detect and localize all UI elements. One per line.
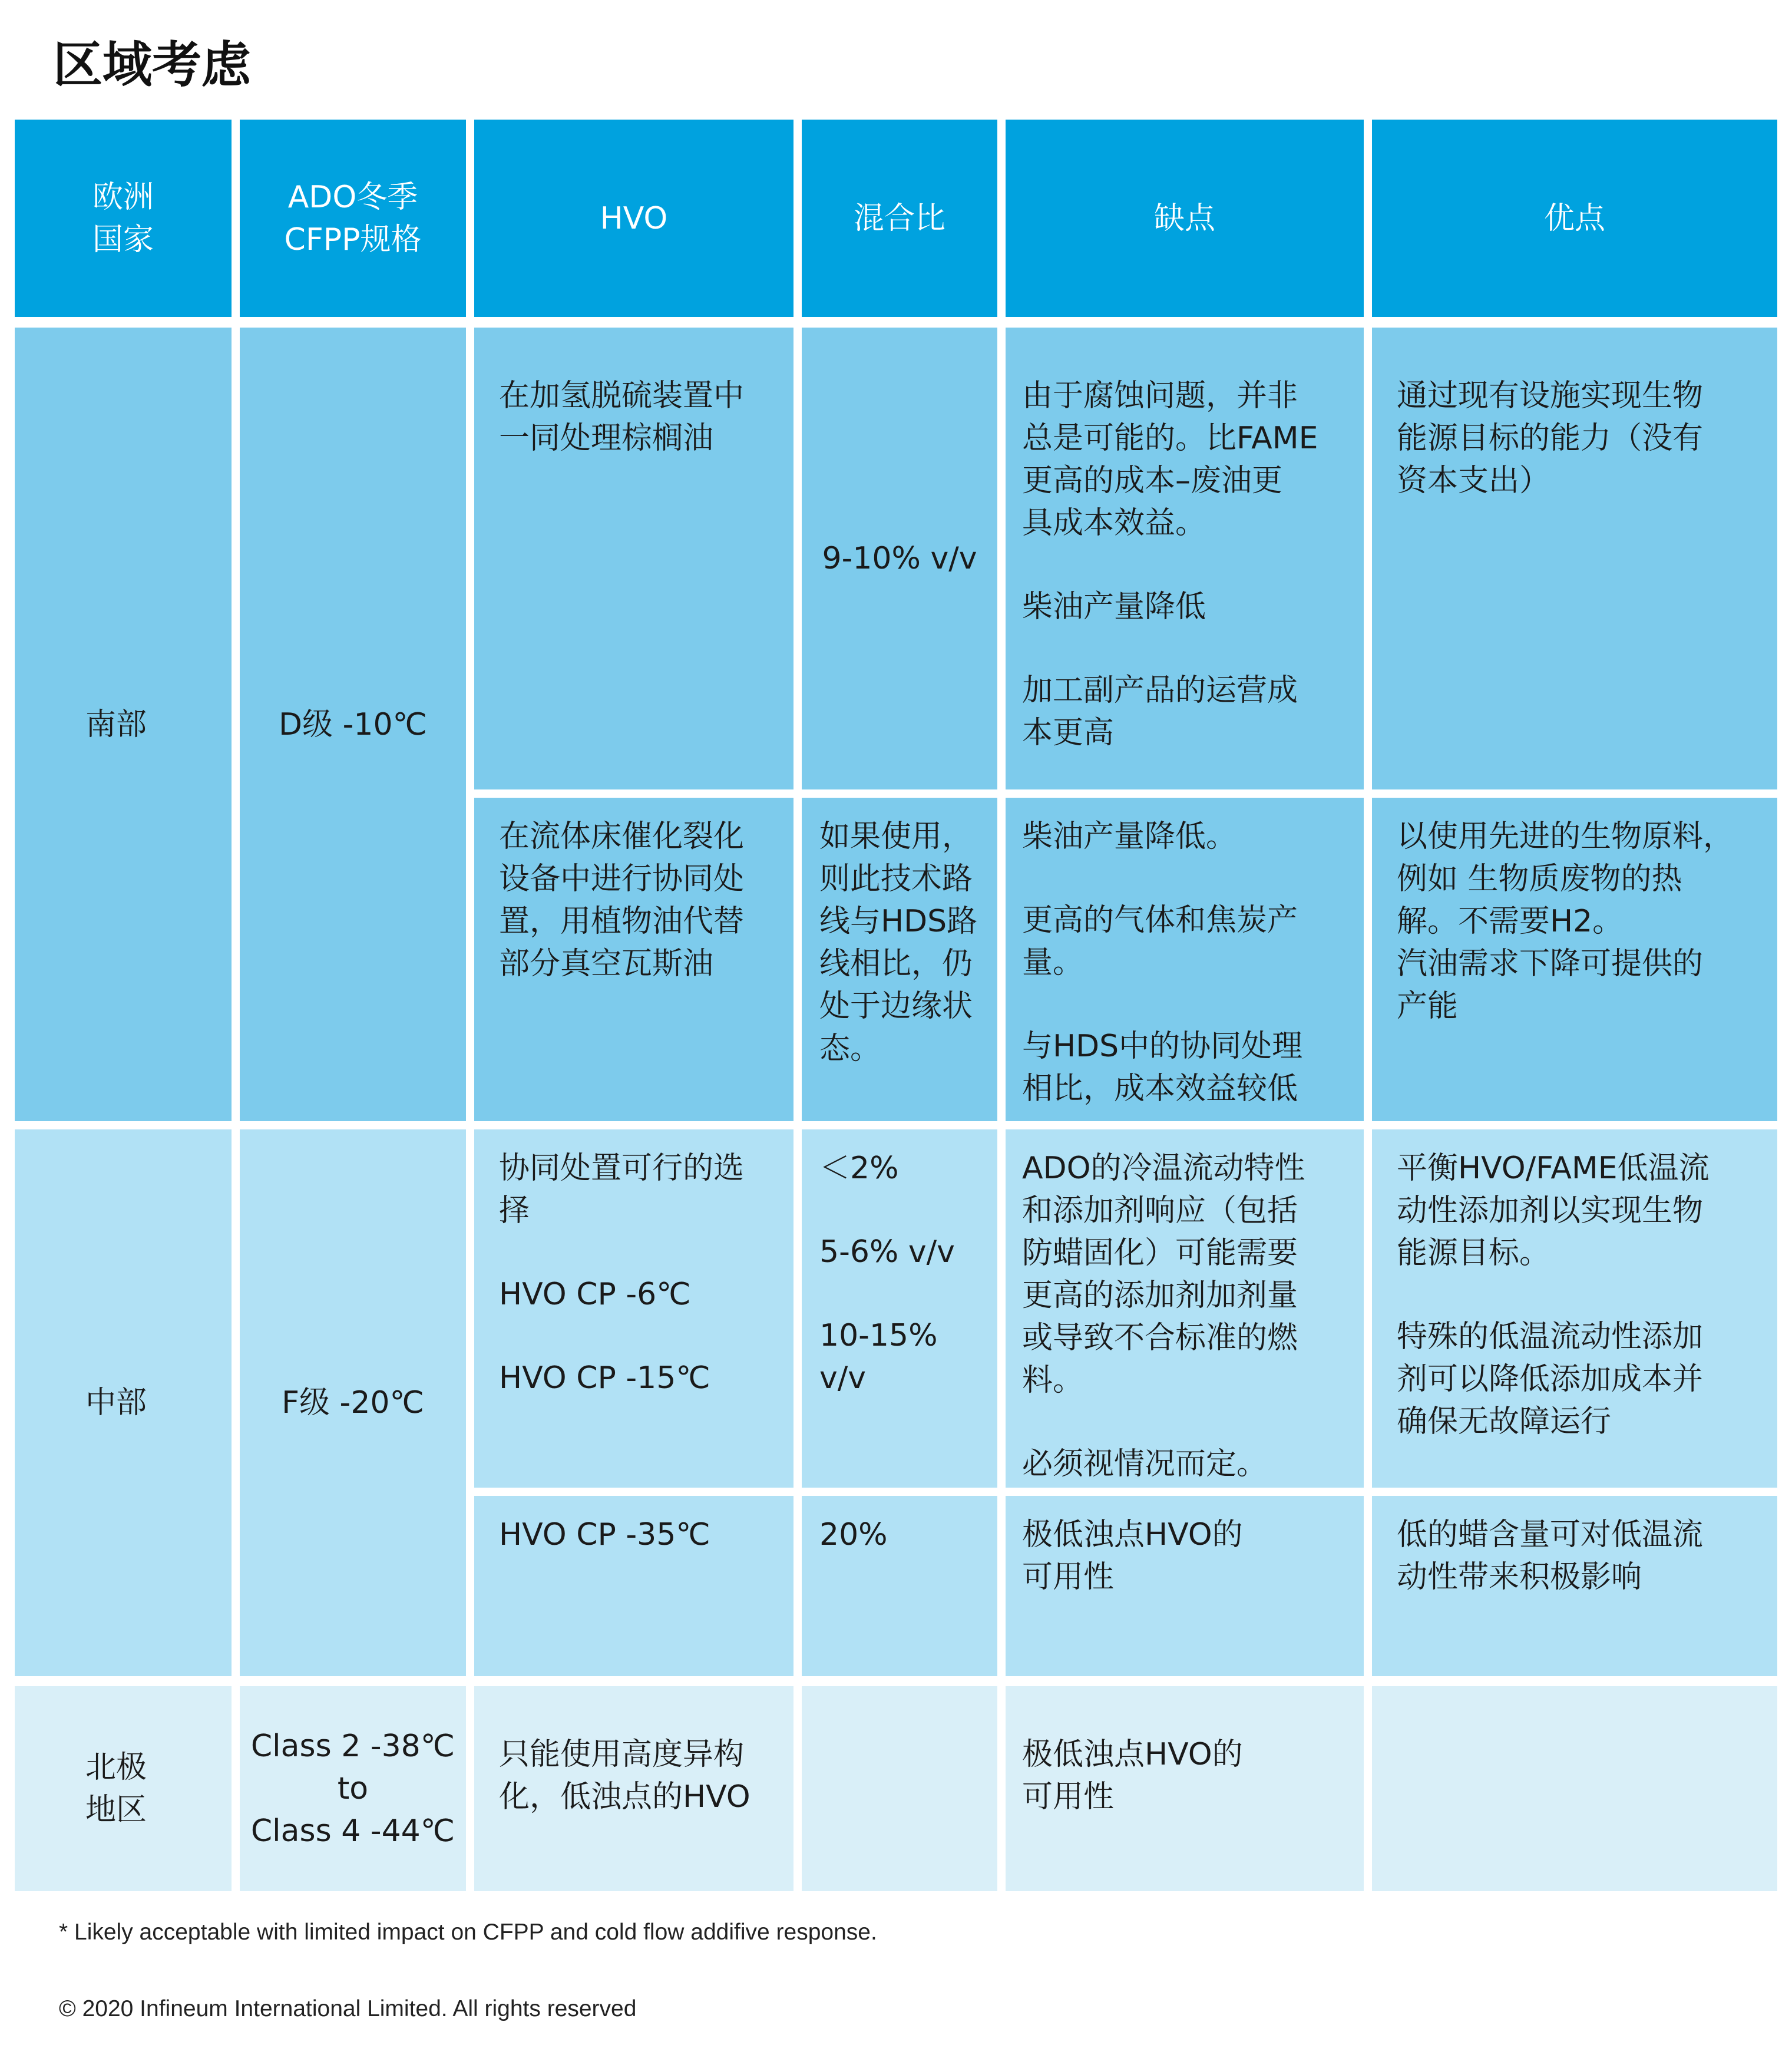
central-row2-blend: 20%: [802, 1496, 997, 1676]
arctic-spec: Class 2 -38℃ to Class 4 -44℃: [240, 1686, 466, 1891]
central-spec: F级 -20℃: [240, 1129, 466, 1676]
central-row2-hvo: HVO CP -35℃: [474, 1496, 793, 1676]
page-title: 区域考虑: [53, 35, 252, 94]
south-region: 南部: [15, 328, 232, 1121]
central-row1-blend: ＜2% 5-6% v/v 10-15% v/v: [802, 1129, 997, 1488]
south-row2-pros: 以使用先进的生物原料， 例如 生物质废物的热 解。不需要H2。 汽油需求下降可提供的 产能: [1372, 798, 1777, 1121]
arctic-region: 北极 地区: [15, 1686, 232, 1891]
header-hvo: HVO: [474, 120, 793, 317]
header-spec: ADO冬季 CFPP规格: [240, 120, 466, 317]
central-row1-hvo: 协同处置可行的选 择 HVO CP -6℃ HVO CP -15℃: [474, 1129, 793, 1488]
south-row2-cons: 柴油产量降低。 更高的气体和焦炭产 量。 与HDS中的协同处理 相比，成本效益较低: [1006, 798, 1364, 1121]
south-row1-pros: 通过现有设施实现生物 能源目标的能力（没有 资本支出）: [1372, 328, 1777, 789]
central-row1-pros: 平衡HVO/FAME低温流 动性添加剂以实现生物 能源目标。 特殊的低温流动性添加 剂可以降低添加成本并 确保无故障运行: [1372, 1129, 1777, 1488]
central-row1-cons: ADO的冷温流动特性 和添加剂响应（包括 防蜡固化）可能需要 更高的添加剂加剂量 或导致不合标准的燃 料。 必须视情况而定。: [1006, 1129, 1364, 1488]
south-row2-blend: 如果使用， 则此技术路 线与HDS路 线相比，仍 处于边缘状 态。: [802, 798, 997, 1121]
central-row2-pros: 低的蜡含量可对低温流 动性带来积极影响: [1372, 1496, 1777, 1676]
header-region: 欧洲 国家: [15, 120, 232, 317]
south-row1-hvo: 在加氢脱硫装置中 一同处理棕榈油: [474, 328, 793, 789]
arctic-blend: [802, 1686, 997, 1891]
south-spec: D级 -10℃: [240, 328, 466, 1121]
south-row2-hvo: 在流体床催化裂化 设备中进行协同处 置，用植物油代替 部分真空瓦斯油: [474, 798, 793, 1121]
header-pros: 优点: [1372, 120, 1777, 317]
arctic-cons: 极低浊点HVO的 可用性: [1006, 1686, 1364, 1891]
footnote: * Likely acceptable with limited impact on CFPP and cold flow addifive response.: [59, 1919, 877, 1945]
central-row2-cons: 极低浊点HVO的 可用性: [1006, 1496, 1364, 1676]
south-row1-cons: 由于腐蚀问题，并非 总是可能的。比FAME 更高的成本–废油更 具成本效益。 柴油产量降低 加工副产品的运营成 本更高: [1006, 328, 1364, 789]
header-cons: 缺点: [1006, 120, 1364, 317]
arctic-hvo: 只能使用高度异构 化，低浊点的HVO: [474, 1686, 793, 1891]
copyright: © 2020 Infineum International Limited. All rights reserved: [59, 1996, 637, 2021]
arctic-pros: [1372, 1686, 1777, 1891]
south-row1-blend: 9-10% v/v: [802, 328, 997, 789]
header-blend: 混合比: [802, 120, 997, 317]
central-region: 中部: [15, 1129, 232, 1676]
